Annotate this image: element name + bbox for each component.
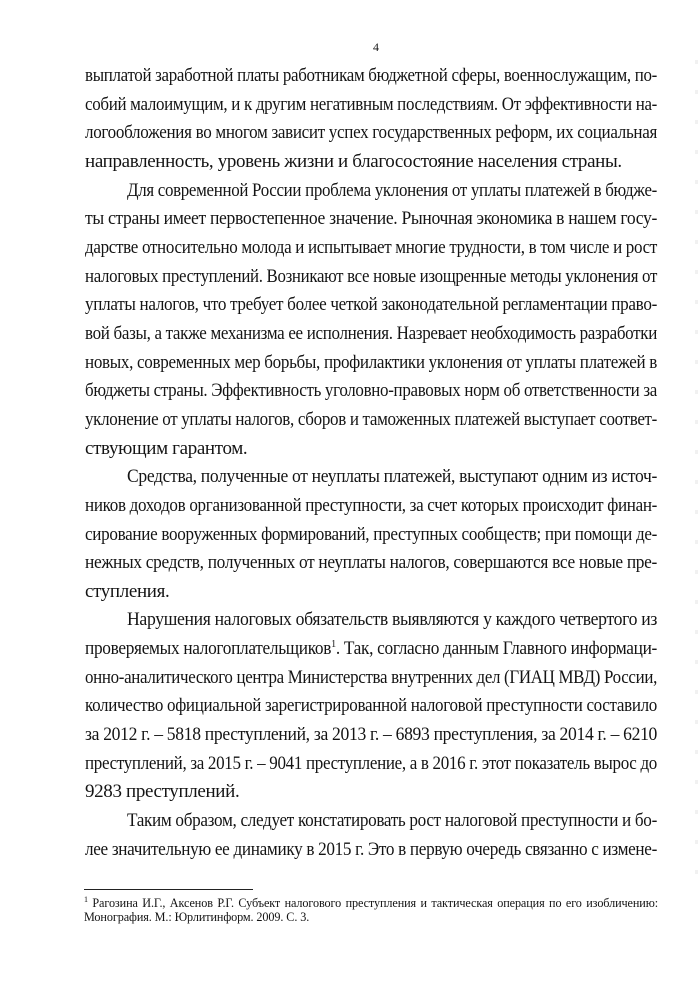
paragraph-2 — [85, 177, 657, 464]
text-line — [85, 377, 657, 406]
text-line-with-footnote — [85, 635, 657, 664]
text-line — [85, 349, 657, 378]
text-line — [85, 549, 657, 578]
line-content: ступления. — [85, 580, 170, 602]
body-text — [85, 62, 657, 864]
line-content: Таким образом, следует констатировать рост налоговой преступности и бо- — [127, 810, 657, 832]
text-segment: проверяемых налогоплательщиков — [85, 638, 332, 660]
text-line — [85, 177, 657, 206]
text-line — [85, 406, 657, 435]
line-content: вой базы, а также механизма ее исполнения. Назревает необходимость разработки — [85, 322, 657, 344]
text-line — [85, 807, 657, 836]
footnote — [84, 896, 658, 924]
line-content: логообложения во многом зависит успех государственных реформ, их социальная — [85, 122, 658, 144]
scan-edge-artifact — [695, 40, 698, 880]
line-content: 9283 преступлений. — [85, 781, 240, 803]
line-content: преступлений, за 2015 г. – 9041 преступление, а в 2016 г. этот показатель вырос до — [85, 752, 657, 774]
line-content: за 2012 г. – 5818 преступлений, за 2013 г. – 6893 преступления, за 2014 г. – 6210 — [85, 724, 658, 746]
line-content: Средства, полученные от неуплаты платежей, выступают одним из источ- — [127, 466, 657, 488]
paragraph-5 — [85, 807, 657, 864]
line-content — [85, 635, 657, 664]
text-line — [85, 263, 657, 292]
line-content: лее значительную ее динамику в 2015 г. Это в первую очередь связанно с измене- — [85, 838, 658, 860]
text-line — [85, 291, 657, 320]
page-number: 4 — [373, 40, 379, 54]
text-line — [85, 205, 657, 234]
text-line — [85, 778, 657, 807]
line-content: уклонение от уплаты налогов, сборов и таможенных платежей выступает соответ- — [85, 408, 658, 430]
text-line — [85, 62, 657, 91]
line-content: дарстве относительно молода и испытывает многие трудности, в том числе и рост — [85, 236, 657, 258]
footnote-marker: 1 — [84, 895, 88, 904]
text-line — [85, 320, 657, 349]
text-line — [85, 750, 657, 779]
line-content: новых, современных мер борьбы, профилактики уклонения от уплаты платежей в — [85, 351, 657, 373]
text-line — [85, 606, 657, 635]
footnote-reference[interactable]: 1 — [331, 638, 336, 651]
text-line — [85, 721, 657, 750]
text-line — [85, 119, 657, 148]
text-line — [85, 664, 657, 693]
line-content: налоговых преступлений. Возникают все новые изощренные методы уклонения от — [85, 265, 658, 287]
paragraph-1 — [85, 62, 657, 177]
text-line — [85, 836, 657, 865]
line-content: ты страны имеет первостепенное значение. Рыночная экономика в нашем госу- — [85, 208, 658, 230]
text-line — [85, 91, 657, 120]
line-content: выплатой заработной платы работникам бюджетной сферы, военнослужащим, по- — [85, 65, 658, 86]
line-content: Для современной России проблема уклонения от уплаты платежей в бюдже- — [127, 179, 657, 201]
line-content: собий малоимущим, и к другим негативным последствиям. От эффективности на- — [85, 93, 658, 115]
text-line — [85, 578, 657, 607]
text-line — [85, 521, 657, 550]
line-content: нежных средств, полученных от неуплаты налогов, совершаются все новые пре- — [85, 552, 658, 574]
text-line — [85, 148, 657, 177]
line-content: онно-аналитического центра Министерства внутренних дел (ГИАЦ МВД) России, — [85, 666, 657, 688]
line-content: Нарушения налоговых обязательств выявляются у каждого четвертого из — [127, 609, 657, 631]
paragraph-4 — [85, 606, 657, 807]
footnote-separator — [84, 889, 253, 890]
paragraph-3 — [85, 463, 657, 606]
line-content: ствующим гарантом. — [85, 437, 248, 459]
text-line — [85, 435, 657, 464]
footnote-text: Рагозина И.Г., Аксенов Р.Г. Субъект налогового преступления и тактическая операция по его изобличению: Монография. М.: Юрлитинформ. 2009. С. 3. — [84, 896, 658, 924]
text-line — [85, 234, 657, 263]
line-content: сирование вооруженных формирований, преступных сообществ; при помощи де- — [85, 523, 657, 545]
line-content: направленность, уровень жизни и благосостояние населения страны. — [85, 150, 622, 172]
text-line — [85, 463, 657, 492]
text-line — [85, 492, 657, 521]
text-segment: . Так, согласно данным Главного информаци- — [335, 638, 657, 660]
line-content: ников доходов организованной преступности, за счет которых происходит финан- — [85, 494, 658, 516]
line-content: бюджеты страны. Эффективность уголовно-правовых норм об ответственности за — [85, 380, 657, 402]
text-line — [85, 692, 657, 721]
line-content: количество официальной зарегистрированной налоговой преступности составило — [85, 695, 657, 717]
line-content: уплаты налогов, что требует более четкой законодательной регламентации право- — [85, 294, 657, 316]
